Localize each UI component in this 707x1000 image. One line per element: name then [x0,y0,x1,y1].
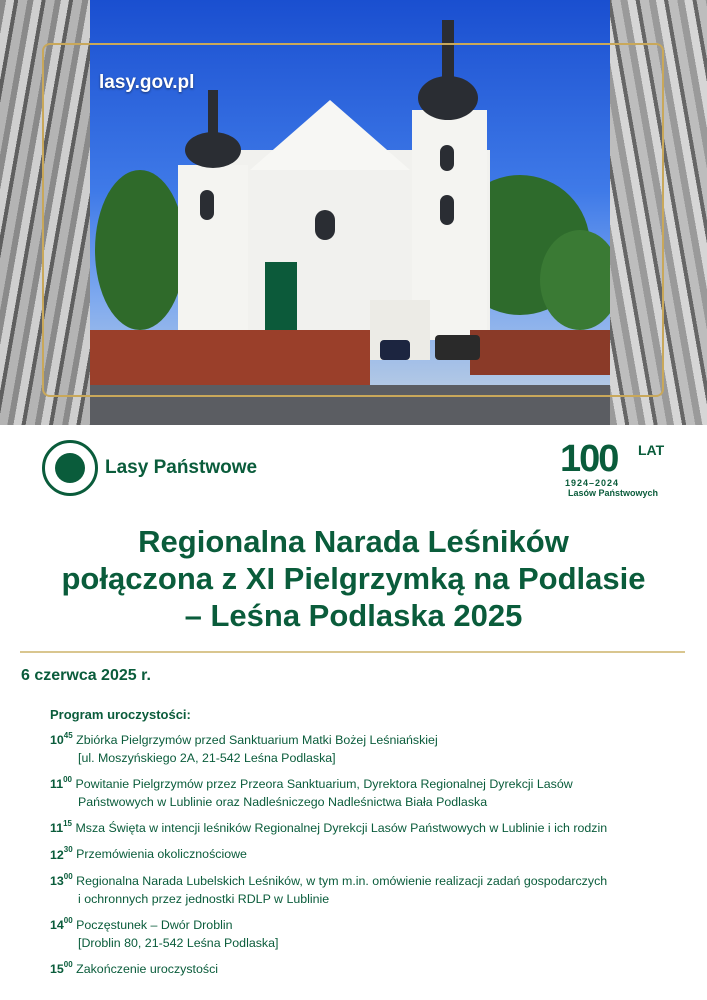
item-text: Przemówienia okolicznościowe [76,847,247,862]
item-time: $11^{00}$ [50,775,73,792]
event-date: 6 czerwca 2025 r. [21,667,151,684]
site-url: lasy.gov.pl [99,72,195,93]
item-time: $12^{30}$ [50,845,73,862]
item-sub: [Droblin 80, 21-542 Leśna Podlaska] [78,935,279,950]
item-time: $13^{00}$ [50,871,73,888]
program-item [50,957,690,978]
title-line-3: – Leśna Podlaska 2025 [184,598,523,633]
item-time: $14^{00}$ [50,915,73,932]
hero-photo-section [0,0,707,425]
page-title [0,523,707,634]
program-item [50,728,690,767]
program-item [50,816,690,837]
item-text: Powitanie Pielgrzymów przez Przeora Sanktuarium, Dyrektora Regionalnej Dyrekcji Lasów [75,777,573,792]
item-time: $11^{15}$ [50,819,73,836]
item-sub: i ochronnych przez jednostki RDLP w Lublinie [78,891,330,906]
item-sub: Państwowych w Lublinie oraz Nadleśniczego Nadleśnictwa Biała Podlaska [78,795,488,810]
item-text: Regionalna Narada Lubelskich Leśników, w tym m.in. omówienie realizacji zadań gospodarczych [76,873,608,888]
item-text: Zbiórka Pielgrzymów przed Sanktuarium Matki Bożej Leśniańskiej [76,733,438,748]
item-time: $10^{45}$ [50,731,73,748]
divider [20,651,685,653]
program-heading: Program uroczystości: [50,707,191,722]
program-list [50,728,690,983]
jubilee-logo [560,438,675,498]
title-line-2: połączona z XI Pielgrzymką na Podlasie [61,561,646,596]
item-text: Poczęstunek – Dwór Droblin [76,917,233,932]
item-time: $15^{00}$ [50,959,73,976]
program-item [50,842,690,863]
title-line-1: Regionalna Narada Leśników [138,524,569,559]
jubilee-years: 1924–2024 [565,478,620,488]
item-text: Zakończenie uroczystości [76,961,219,976]
program-item [50,869,690,908]
jubilee-sub: Lasów Państwowych [568,488,659,498]
program-item [50,913,690,952]
program-item [50,772,690,811]
lasy-panstwowe-logo-icon [42,440,98,496]
logo-row [0,438,707,498]
jubilee-word: LAT [638,442,665,458]
item-text: Msza Święta w intencji leśników Regionalnej Dyrekcji Lasów Państwowych w Lublinie i ich rodzin [75,821,608,836]
lasy-panstwowe-name: Lasy Państwowe [105,457,258,478]
item-sub: [ul. Moszyńskiego 2A, 21-542 Leśna Podlaska] [78,751,336,766]
jubilee-number: 100 [560,438,618,480]
gold-frame [42,43,664,397]
